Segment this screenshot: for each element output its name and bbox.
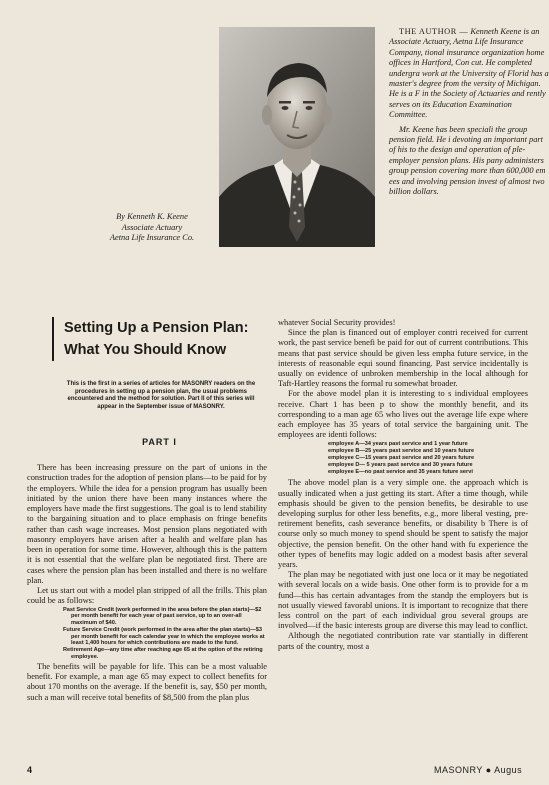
- body-paragraph: The above model plan is a very simple one. the approach which is usually indicated when a just getting its start. After a time though, while emphasis should be given to the pension benefits, be desirable to use developing surplus for other less benefits, e.g., more liberal vesting, pre-retirement benefits, cash severance benefits, or disability b There is of course only so much money to spend should be spent to satisfy the major objective, the pension benefit. On the other hand with fu experience the other types of benefits may logic added on a modest basis after several years.: [278, 478, 528, 570]
- employee-b: employee B—25 years past service and 10 years future: [328, 448, 475, 455]
- author-portrait: [219, 27, 375, 247]
- employee-c: employee C—15 years past service and 20 years future: [328, 455, 475, 462]
- article-title: [52, 317, 252, 361]
- employee-e: employee E—no past service and 35 years future servi: [328, 469, 473, 476]
- author-byline: [88, 212, 216, 244]
- body-paragraph: Although the negotiated contribution rate var stantially in different parts of the country, most a: [278, 631, 528, 651]
- part-heading: PART I: [142, 437, 177, 447]
- title-line-2: What You Should Know: [64, 342, 227, 358]
- body-paragraph: The benefits will be payable for life. This can be a most valuable benefit. For example, a man age 65 may expect to collect benefits for about 170 months on the average. If the benefit is, say, $50 per month, such a man will receive total benefits of $8,500 from the plan plus: [27, 661, 267, 702]
- body-paragraph: There has been increasing pressure on the part of unions in the construction trades for the adoption of pension plans—to be paid for by the employers. While the idea for a pension program has usually been initiated by the union there have been many instances where the employers have made the first suggestions. The goal is to lend stability to the bargaining situation and to place emphasis on fringe benefits rather than cash wage increases. Most pension plans negotiated with masonry employers have arisen after a health and welfare plan has been in operation for some time. However, although this is the pattern it is not essential that the welfare plan be negotiated first. There are cases where the pension plan has been installed and there is no welfare plan.: [27, 463, 267, 585]
- definition-past-service: Past Service Credit (work performed in the area before the plan starts)—$2 per month benefit for each year of past service, up to an over-all maximum of $40.: [63, 606, 262, 627]
- body-paragraph: Since the plan is financed out of employer contri received for current work, the past service benefi be paid for out of current contributions. This means that past service should be given less empha future service, in the interests of reasonable equi sound financing. Past service incidentally is usually on evidence of unbroken membership in the local although for Taft-Hartley reasons the formal ru somewhat broader.: [278, 328, 528, 389]
- employee-list: [278, 441, 528, 476]
- employee-d: employee D— 5 years past service and 30 years future: [328, 462, 473, 469]
- body-paragraph: whatever Social Security provides!: [278, 318, 396, 327]
- title-line-1: Setting Up a Pension Plan:: [64, 320, 249, 336]
- byline-name: By Kenneth K. Keene: [116, 212, 188, 221]
- footer-bullet: ●: [485, 765, 492, 775]
- page-number: 4: [27, 765, 33, 775]
- bio-paragraph-2: Mr. Keene has been speciali the group pension field. He i devoting an important part of his to the design and operation of ple-employer pension plans. His pany administers group pension covering more than 600,000 em ees and involving pension invest of almost two billion dollars.: [389, 124, 546, 197]
- article-column-left: [27, 463, 267, 703]
- series-intro: This is the first in a series of articles for MASONRY readers on the procedures in setting up a pension plan, the usual problems encountered and the method for solution. Part II of this series will appear in the September issue of MASONRY.: [66, 381, 256, 410]
- author-bio: [389, 27, 549, 202]
- bio-lead: THE AUTHOR —: [399, 27, 469, 36]
- magazine-name: MASONRY: [434, 765, 483, 775]
- bio-paragraph-1: [389, 27, 549, 121]
- running-footer: [434, 765, 522, 775]
- body-paragraph: For the above model plan it is interesting to s individual employees receive. Chart 1 has been p to show the monthly benefit, and its corresponding to a man age 65 who lives out the average life expe where each employee has 35 years of total service the bargaining unit. The employees are identi follows:: [278, 389, 528, 440]
- definition-retirement-age: Retirement Age—any time after reaching age 65 at the option of the retiring employee.: [63, 647, 263, 661]
- body-paragraph: Let us start out with a model plan stripped of all the frills. This plan could be as follows:: [27, 586, 267, 606]
- plan-definitions: [27, 607, 267, 661]
- definition-future-service: Future Service Credit (work performed in the area after the plan starts)—$3 per month benefit for each calendar year in which the employee works at least 1,400 hours for which contributions are made to the fund.: [63, 626, 265, 647]
- byline-title: Associate Actuary: [121, 222, 183, 232]
- employee-a: employee A—34 years past service and 1 year future: [328, 441, 468, 448]
- article-column-right: [278, 318, 528, 652]
- issue-month: Augus: [494, 765, 523, 775]
- byline-company: Aetna Life Insurance Co.: [109, 233, 195, 242]
- body-paragraph: The plan may be negotiated with just one loca or it may be negotiated with several locals on a wide basis. One other form is to provide for a m fund—this has certain advantages from the standp the employers but is not usually viewed favorabl unions. It is important to recognize that there less control on the part of each individual grou several groups are involved—if the basic interests group are diverse this may lead to conflict.: [278, 570, 528, 631]
- bio-text-1: Kenneth Keene is an Associate Actuary, Aetna Life Insurance Company, tional insurance organization home offices in Hartford, Con cut. He completed undergra work at the University of Florid has a master's degree from the versity of Michigan. He is a F in the Society of Actuaries and rently serves on its Education Examination Committee.: [389, 27, 549, 120]
